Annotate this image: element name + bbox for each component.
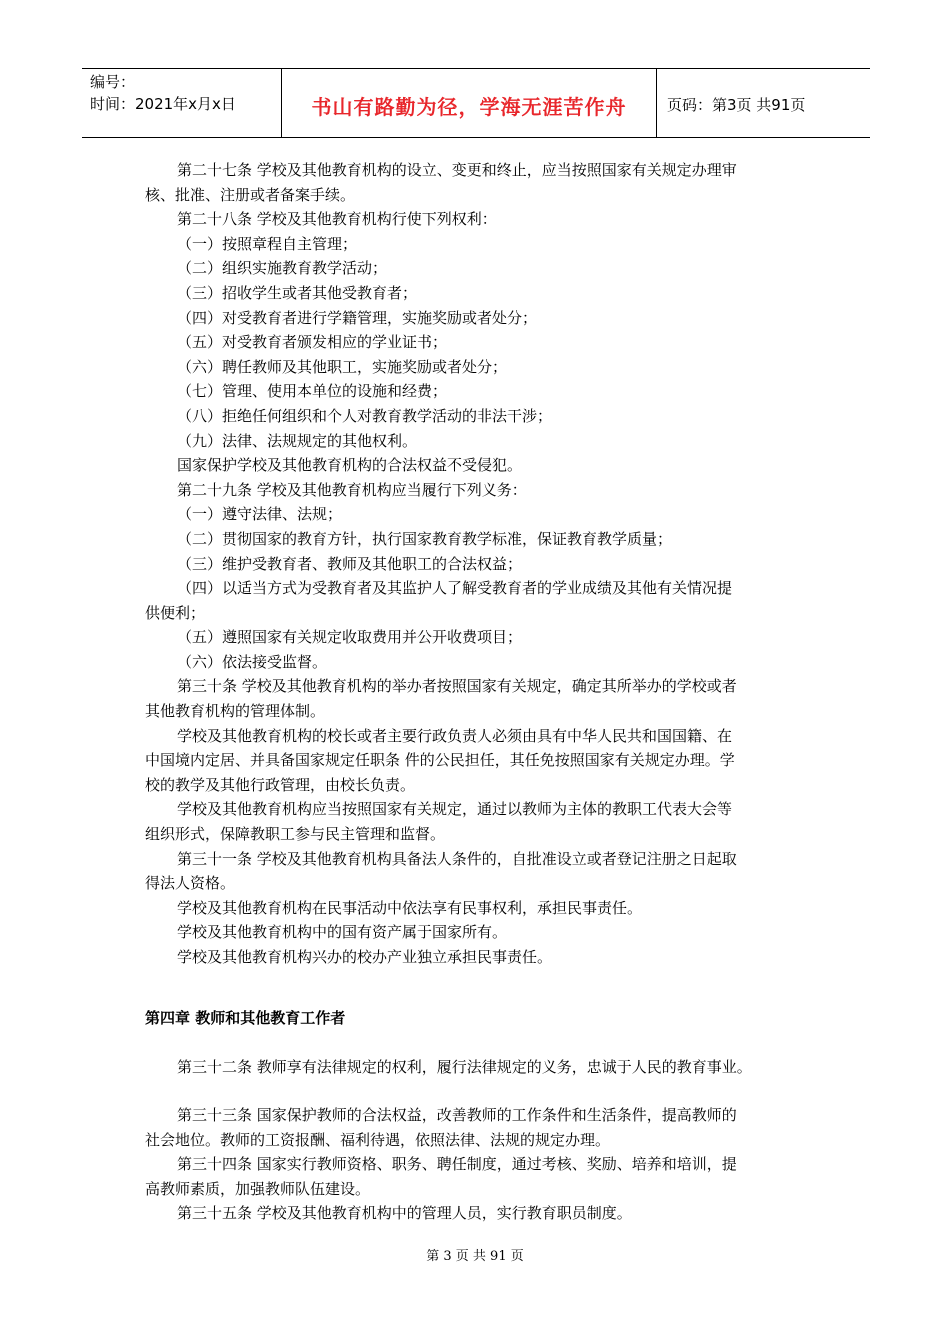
document-date: 时间：2021年x月x日 xyxy=(90,95,236,113)
paragraph-line: （五）对受教育者颁发相应的学业证书； xyxy=(177,333,448,352)
paragraph-line: 其他教育机构的管理体制。 xyxy=(145,702,326,721)
page-footer: 第 3 页 共 91 页 xyxy=(426,1249,524,1264)
paragraph-line: （二）贯彻国家的教育方针，执行国家教育教学标准，保证教育教学质量； xyxy=(177,529,673,548)
body-section-school-rights xyxy=(145,158,820,970)
page-header xyxy=(82,68,870,138)
paragraph-line: （九）法律、法规规定的其他权利。 xyxy=(177,431,418,450)
paragraph-line: 第三十四条 国家实行教师资格、职务、聘任制度，通过考核、奖励、培养和培训，提 xyxy=(177,1155,737,1174)
header-meta xyxy=(82,69,282,137)
paragraph-line: 第二十七条 学校及其他教育机构的设立、变更和终止，应当按照国家有关规定办理审 xyxy=(177,161,737,179)
paragraph-line: 核、批准、注册或者备案手续。 xyxy=(145,185,356,204)
paragraph-line: （二）组织实施教育教学活动； xyxy=(177,259,388,278)
paragraph-line: 得法人资格。 xyxy=(145,874,236,893)
document-number-label: 编号： xyxy=(90,73,136,91)
paragraph-line: 高教师素质，加强教师队伍建设。 xyxy=(145,1179,371,1198)
paragraph-line: 第二十九条 学校及其他教育机构应当履行下列义务： xyxy=(177,480,527,499)
paragraph-line: 第三十五条 学校及其他教育机构中的管理人员，实行教育职员制度。 xyxy=(177,1204,632,1223)
paragraph-line: 组织形式，保障教职工参与民主管理和监督。 xyxy=(145,825,446,844)
paragraph-line: 供便利； xyxy=(145,603,206,622)
paragraph-line: 中国境内定居、并具备国家规定任职条 件的公民担任，其任免按照国家有关规定办理。学 xyxy=(145,751,735,770)
paragraph-line: 第三十三条 国家保护教师的合法权益，改善教师的工作条件和生活条件，提高教师的 xyxy=(177,1106,737,1124)
paragraph-line: 第三十二条 教师享有法律规定的权利，履行法律规定的义务，忠诚于人民的教育事业。 xyxy=(177,1058,752,1076)
paragraph-line: 学校及其他教育机构应当按照国家有关规定，通过以教师为主体的教职工代表大会等 xyxy=(177,800,733,819)
paragraph-line: （一）遵守法律、法规； xyxy=(177,505,343,524)
header-motto: 书山有路勤为径，学海无涯苦作舟 xyxy=(282,69,657,137)
paragraph-line: （六）依法接受监督。 xyxy=(177,652,328,671)
paragraph-line: 第三十一条 学校及其他教育机构具备法人条件的，自批准设立或者登记注册之日起取 xyxy=(177,849,737,868)
paragraph-line: 学校及其他教育机构中的国有资产属于国家所有。 xyxy=(177,923,508,942)
paragraph-line: （一）按照章程自主管理； xyxy=(177,234,358,253)
paragraph-line: （五）遵照国家有关规定收取费用并公开收费项目； xyxy=(177,628,523,647)
paragraph-line: （八）拒绝任何组织和个人对教育教学活动的非法干涉； xyxy=(177,406,553,425)
paragraph-line: 社会地位。教师的工资报酬、福利待遇，依照法律、法规的规定办理。 xyxy=(145,1130,611,1149)
paragraph-line: （四）以适当方式为受教育者及其监护人了解受教育者的学业成绩及其他有关情况提 xyxy=(177,579,733,598)
paragraph-line: （三）维护受教育者、教师及其他职工的合法权益； xyxy=(177,554,523,573)
paragraph-line: 学校及其他教育机构的校长或者主要行政负责人必须由具有中华人民共和国国籍、在 xyxy=(177,726,733,745)
paragraph-line: 学校及其他教育机构在民事活动中依法享有民事权利，承担民事责任。 xyxy=(177,898,643,917)
paragraph-line: 第三十条 学校及其他教育机构的举办者按照国家有关规定，确定其所举办的学校或者 xyxy=(177,677,737,696)
paragraph-line: 校的教学及其他行政管理，由校长负责。 xyxy=(145,775,416,794)
chapter-title: 第四章 教师和其他教育工作者 xyxy=(145,1009,346,1027)
paragraph-line: 国家保护学校及其他教育机构的合法权益不受侵犯。 xyxy=(177,456,523,475)
body-section-article-32 xyxy=(145,1055,820,1080)
header-page-number: 页码：第3页 共91页 xyxy=(667,95,806,114)
paragraph-line: （四）对受教育者进行学籍管理，实施奖励或者处分； xyxy=(177,308,538,327)
paragraph-line: （三）招收学生或者其他受教育者； xyxy=(177,283,418,302)
body-section-teachers xyxy=(145,1103,820,1226)
paragraph-line: （六）聘任教师及其他职工，实施奖励或者处分； xyxy=(177,357,508,376)
paragraph-line: （七）管理、使用本单位的设施和经费； xyxy=(177,382,448,401)
paragraph-line: 第二十八条 学校及其他教育机构行使下列权利： xyxy=(177,210,497,229)
paragraph-line: 学校及其他教育机构兴办的校办产业独立承担民事责任。 xyxy=(177,948,553,966)
